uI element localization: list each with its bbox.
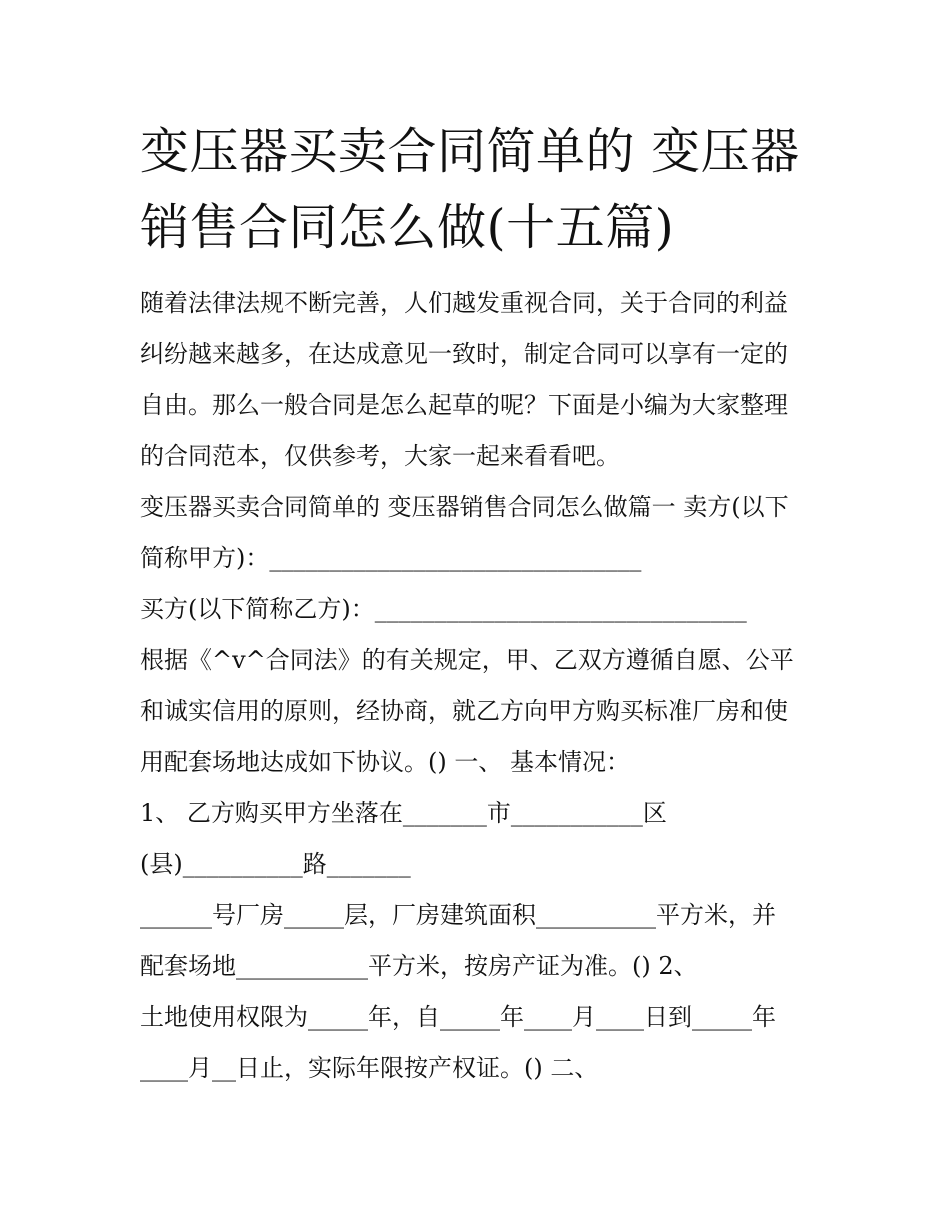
clause-line: ____月__日止，实际年限按产权证。() 二、 xyxy=(140,1054,599,1082)
buyer-field-line: 买方(以下简称乙方)：_______________________________ xyxy=(140,595,747,623)
clause-line: 配套场地___________平方米，按房产证为准。() 2、 xyxy=(140,952,698,980)
body-line: 根据《^v^合同法》的有关规定，甲、乙双方遵循自愿、公平 xyxy=(140,646,794,674)
body-line: 自由。那么一般合同是怎么起草的呢？下面是小编为大家整理 xyxy=(140,391,788,419)
body-line: 随着法律法规不断完善，人们越发重视合同，关于合同的利益 xyxy=(140,289,788,317)
document-body xyxy=(140,278,820,1094)
clause-line: ______号厂房_____层，厂房建筑面积__________平方米，并 xyxy=(140,901,776,929)
document-title xyxy=(140,114,820,266)
title-line-2: 销售合同怎么做(十五篇) xyxy=(140,199,675,256)
seller-field-line: 简称甲方)：_______________________________ xyxy=(140,544,642,572)
body-line: 的合同范本，仅供参考，大家一起来看看吧。 xyxy=(140,442,620,470)
section-heading-line: 变压器买卖合同简单的 变压器销售合同怎么做篇一 卖方(以下 xyxy=(140,493,789,521)
body-line: 用配套场地达成如下协议。() 一、 基本情况： xyxy=(140,748,630,776)
clause-line: 1、 乙方购买甲方坐落在_______市___________区 xyxy=(140,799,667,827)
body-line: 纠纷越来越多，在达成意见一致时，制定合同可以享有一定的 xyxy=(140,340,788,368)
clause-line: 土地使用权限为_____年，自_____年____月____日到_____年 xyxy=(140,1003,776,1031)
body-line: 和诚实信用的原则，经协商，就乙方向甲方购买标准厂房和使 xyxy=(140,697,788,725)
title-line-1: 变压器买卖合同简单的 变压器 xyxy=(140,123,800,180)
clause-line: (县)__________路_______ xyxy=(140,850,411,878)
